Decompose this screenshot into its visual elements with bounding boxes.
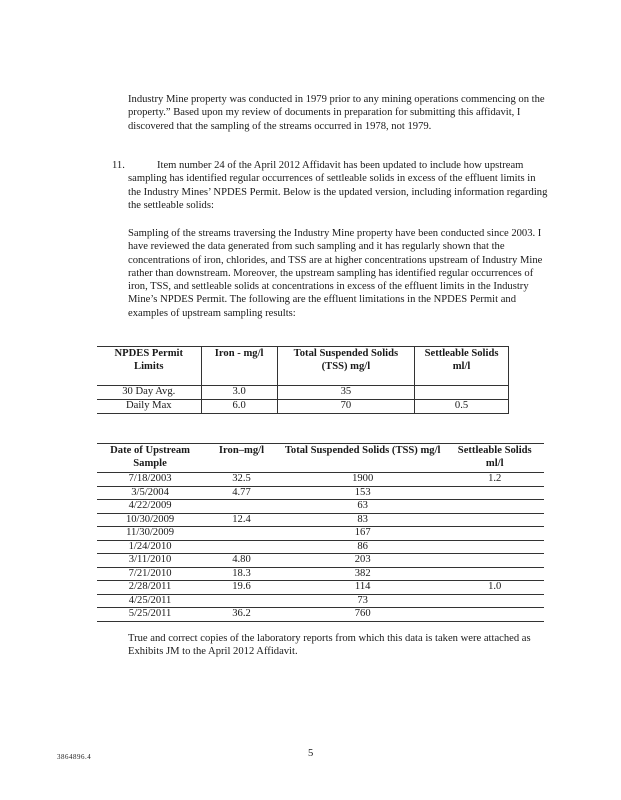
table-cell: 4/25/2011 xyxy=(97,594,203,608)
table-cell: 4.80 xyxy=(203,554,280,568)
table-cell xyxy=(203,594,280,608)
column-header: Settleable Solids ml/l xyxy=(415,347,509,386)
table-cell xyxy=(445,608,544,622)
table-cell: 382 xyxy=(280,567,446,581)
table-cell: 70 xyxy=(277,400,414,414)
table-cell: 167 xyxy=(280,527,446,541)
table-cell: 3.0 xyxy=(201,386,277,400)
table-cell: 83 xyxy=(280,513,446,527)
upstream-samples-table xyxy=(97,443,544,622)
table-cell: 10/30/2009 xyxy=(97,513,203,527)
table-cell: 18.3 xyxy=(203,567,280,581)
table-cell: 35 xyxy=(277,386,414,400)
table-cell xyxy=(445,527,544,541)
table-cell: 7/18/2003 xyxy=(97,473,203,487)
table-cell: 3/5/2004 xyxy=(97,486,203,500)
table-cell xyxy=(203,527,280,541)
column-header: Settleable Solids ml/l xyxy=(445,444,544,473)
table-cell: 4/22/2009 xyxy=(97,500,203,514)
npdes-limits-table xyxy=(97,346,509,414)
table-cell: 1.0 xyxy=(445,581,544,595)
table-row xyxy=(97,567,544,581)
table-header-row xyxy=(97,347,509,386)
table-cell xyxy=(445,513,544,527)
table-cell: 114 xyxy=(280,581,446,595)
table-cell xyxy=(203,540,280,554)
column-header: Total Suspended Solids (TSS) mg/l xyxy=(277,347,414,386)
paragraph-number: 11. xyxy=(112,160,125,171)
table-row xyxy=(97,473,544,487)
table-cell: 4.77 xyxy=(203,486,280,500)
table-row xyxy=(97,594,544,608)
table-cell: 153 xyxy=(280,486,446,500)
column-header: Iron - mg/l xyxy=(201,347,277,386)
document-id: 3864896.4 xyxy=(57,753,92,761)
table-row xyxy=(97,527,544,541)
table-cell: 86 xyxy=(280,540,446,554)
table-cell: 760 xyxy=(280,608,446,622)
table-cell: 1/24/2010 xyxy=(97,540,203,554)
table-cell: 30 Day Avg. xyxy=(97,386,201,400)
table-row xyxy=(97,608,544,622)
paragraph-exhibit-note: True and correct copies of the laboratory reports from which this data is taken were attached as Exhibits JM to the April 2012 Affidavit. xyxy=(128,633,531,658)
table-cell xyxy=(445,554,544,568)
table-row xyxy=(97,486,544,500)
table-cell: 12.4 xyxy=(203,513,280,527)
table-cell: 1900 xyxy=(280,473,446,487)
table-cell xyxy=(445,567,544,581)
table-cell xyxy=(445,540,544,554)
table-cell: 36.2 xyxy=(203,608,280,622)
table-cell xyxy=(445,486,544,500)
table-cell: Daily Max xyxy=(97,400,201,414)
table-cell: 1.2 xyxy=(445,473,544,487)
table-cell: 63 xyxy=(280,500,446,514)
table-row xyxy=(97,500,544,514)
table-row xyxy=(97,554,544,568)
table-cell: 73 xyxy=(280,594,446,608)
table-row xyxy=(97,400,509,414)
page-number: 5 xyxy=(308,748,314,759)
table-cell xyxy=(445,500,544,514)
table-row xyxy=(97,540,544,554)
table-cell: 6.0 xyxy=(201,400,277,414)
table-cell: 5/25/2011 xyxy=(97,608,203,622)
table-cell: 203 xyxy=(280,554,446,568)
table-cell xyxy=(445,594,544,608)
table-cell: 0.5 xyxy=(415,400,509,414)
column-header: NPDES Permit Limits xyxy=(97,347,201,386)
column-header: Total Suspended Solids (TSS) mg/l xyxy=(280,444,446,473)
table-cell: 19.6 xyxy=(203,581,280,595)
table-header-row xyxy=(97,444,544,473)
column-header: Iron–mg/l xyxy=(203,444,280,473)
table-cell: 32.5 xyxy=(203,473,280,487)
table-cell: 7/21/2010 xyxy=(97,567,203,581)
paragraph-continuation: Industry Mine property was conducted in 1979 prior to any mining operations commencing on the property.” Based upon my review of documents in preparation for submitting this affidavit, I discovered that the sampling of the streams occurred in 1978, not 1979. xyxy=(128,94,545,132)
table-row xyxy=(97,386,509,400)
table-cell: 2/28/2011 xyxy=(97,581,203,595)
table-cell: 3/11/2010 xyxy=(97,554,203,568)
table-cell xyxy=(203,500,280,514)
table-cell: 11/30/2009 xyxy=(97,527,203,541)
column-header: Date of Upstream Sample xyxy=(97,444,203,473)
paragraph-quoted-item-24: Sampling of the streams traversing the Industry Mine property have been conducted since 2003. I have reviewed the data generated from such sampling and it has regularly shown that the concentrations of iron, chlorides, and TSS are at higher concentrations upstream of Industry Mine rather than downstream. Moreover, the upstream sampling has identified regular occurrences of iron, TSS, and settleable solids at concentrations in excess of the effluent limits in the Industry Mine’s NPDES Permit. The following are the effluent limitations in the NPDES Permit and examples of upstream sampling results: xyxy=(128,228,543,319)
table-row xyxy=(97,581,544,595)
paragraph-11: Item number 24 of the April 2012 Affidavit has been updated to include how upstream sampling has identified regular occurrences of settleable solids in excess of the effluent limits in the Industry Mines’ NPDES Permit. Below is the updated version, including information regarding the settleable solids: xyxy=(128,160,548,211)
table-row xyxy=(97,513,544,527)
table-cell xyxy=(415,386,509,400)
